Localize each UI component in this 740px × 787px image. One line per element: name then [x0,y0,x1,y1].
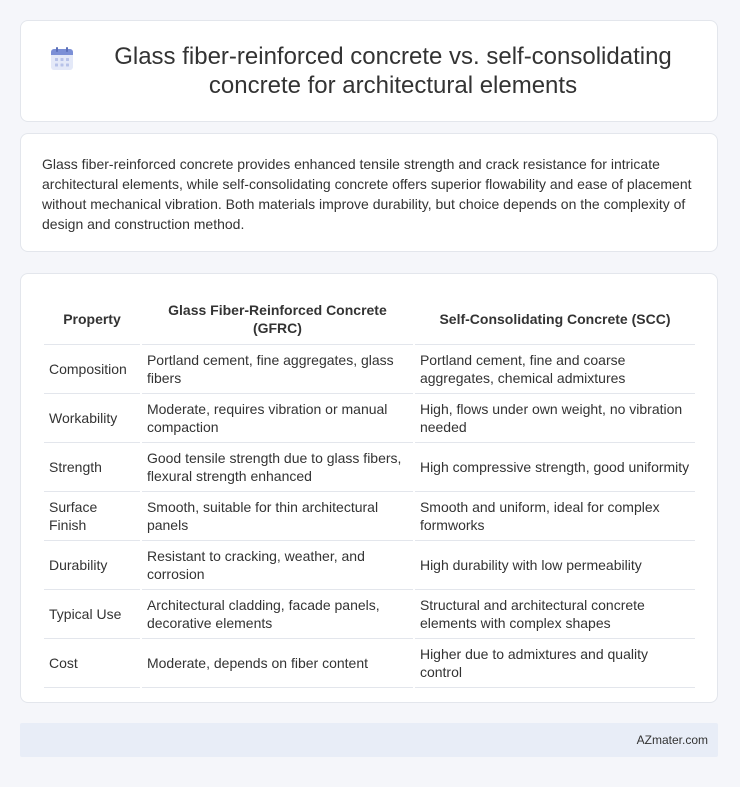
gfrc-cell: Resistant to cracking, weather, and corrosion [142,541,413,590]
footer-brand[interactable]: AZmater.com [636,733,708,747]
gfrc-cell: Moderate, requires vibration or manual compaction [142,394,413,443]
comparison-table-card [20,273,718,703]
scc-cell: High durability with low permeability [415,541,695,590]
comparison-table [42,288,697,688]
table-row [44,639,695,688]
gfrc-cell: Architectural cladding, facade panels, decorative elements [142,590,413,639]
scc-cell: Higher due to admixtures and quality control [415,639,695,688]
title-row [49,42,689,100]
scc-cell: Smooth and uniform, ideal for complex formworks [415,492,695,541]
table-row [44,345,695,394]
gfrc-cell: Good tensile strength due to glass fibers, flexural strength enhanced [142,443,413,492]
summary-card [20,133,718,252]
header-property: Property [44,288,140,345]
scc-cell: Structural and architectural concrete elements with complex shapes [415,590,695,639]
header-scc: Self-Consolidating Concrete (SCC) [415,288,695,345]
scc-cell: High compressive strength, good uniformity [415,443,695,492]
footer-bar [20,723,718,757]
table-header-row [44,288,695,345]
scc-cell: High, flows under own weight, no vibration needed [415,394,695,443]
property-cell: Typical Use [44,590,140,639]
gfrc-cell: Moderate, depends on fiber content [142,639,413,688]
title-card [20,20,718,122]
page-title: Glass fiber-reinforced concrete vs. self-consolidating concrete for architectural elements [114,43,672,99]
header-gfrc: Glass Fiber-Reinforced Concrete (GFRC) [142,288,413,345]
property-cell: Cost [44,639,140,688]
property-cell: Surface Finish [44,492,140,541]
property-cell: Composition [44,345,140,394]
property-cell: Durability [44,541,140,590]
property-cell: Workability [44,394,140,443]
gfrc-cell: Portland cement, fine aggregates, glass fibers [142,345,413,394]
table-row [44,541,695,590]
table-row [44,443,695,492]
table-row [44,492,695,541]
property-cell: Strength [44,443,140,492]
scc-cell: Portland cement, fine and coarse aggregates, chemical admixtures [415,345,695,394]
summary-text: Glass fiber-reinforced concrete provides enhanced tensile strength and crack resistance for intricate architectural elements, while self-consolidating concrete offers superior flowability and ease of placement without mechanical vibration. Both materials improve durability, but choice depends on the complexity of design and construction method. [42,156,692,232]
gfrc-cell: Smooth, suitable for thin architectural panels [142,492,413,541]
calendar-icon [49,46,75,72]
table-row [44,590,695,639]
table-row [44,394,695,443]
